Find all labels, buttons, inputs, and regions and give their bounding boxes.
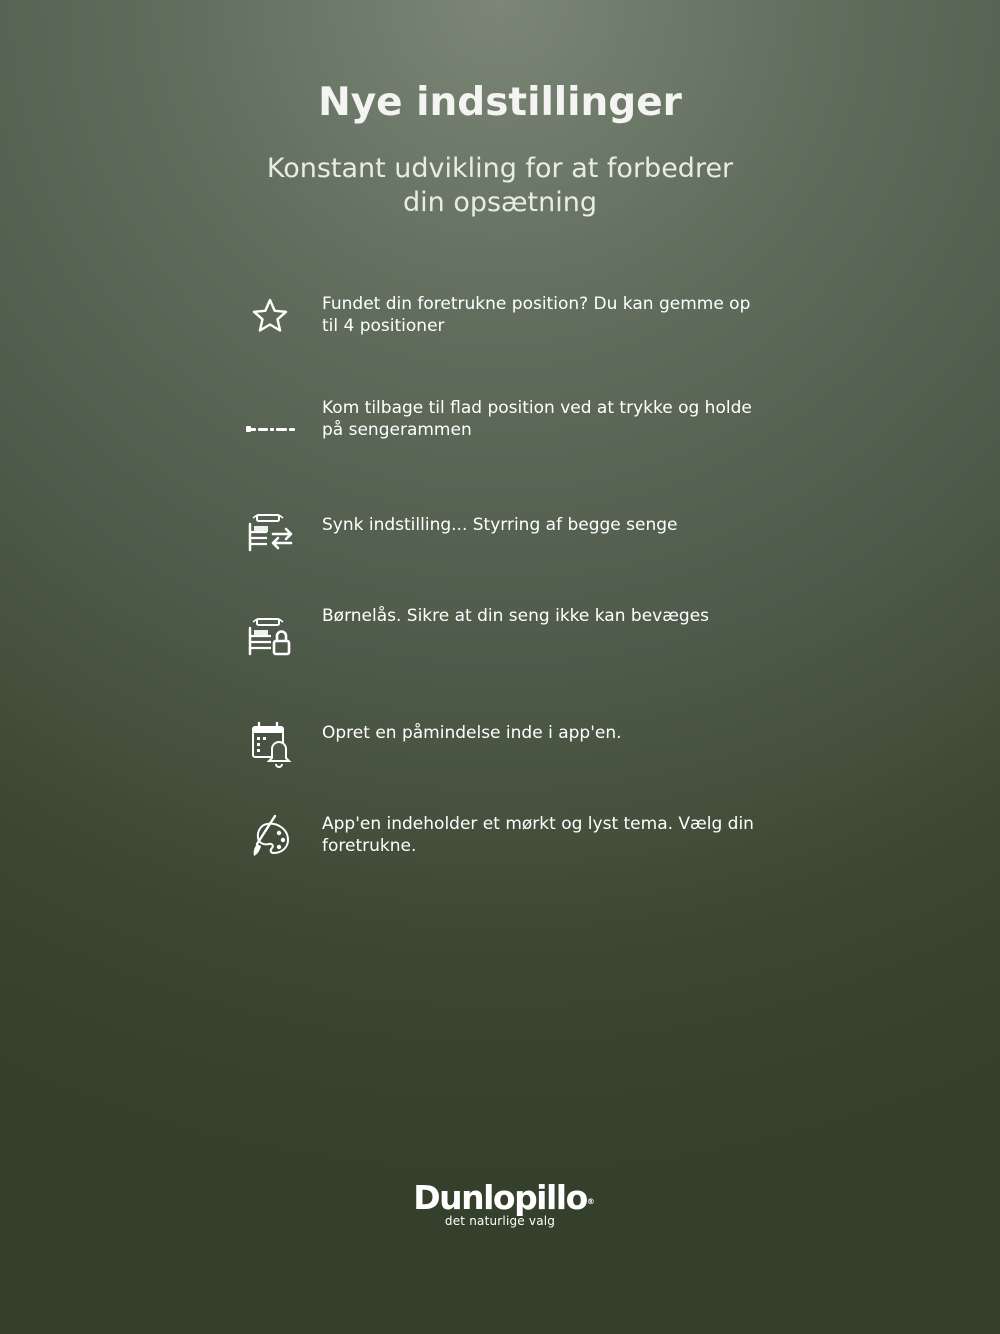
feature-text: Opret en påmindelse inde i app'en.	[322, 723, 622, 743]
brand-name: Dunlopillo	[413, 1178, 587, 1217]
flat-bed-icon	[245, 402, 297, 454]
feature-item-flat-position	[245, 386, 765, 490]
feature-item-child-lock	[245, 594, 765, 698]
bed-lock-icon	[245, 614, 297, 666]
registered-mark: ®	[586, 1197, 595, 1206]
palette-icon	[245, 812, 297, 864]
star-icon	[245, 292, 297, 344]
calendar-bell-icon	[245, 720, 297, 772]
feature-item-reminder	[245, 698, 765, 802]
feature-text: App'en indeholder et mørkt og lyst tema. Vælg din foretrukne.	[322, 814, 754, 856]
feature-text: Kom tilbage til flad position ved at trykke og holde på sengerammen	[322, 398, 752, 440]
bed-sync-icon	[245, 510, 297, 562]
page-title: Nye indstillinger	[318, 80, 682, 125]
feature-text: Børnelås. Sikre at din seng ikke kan bevæges	[322, 606, 710, 626]
feature-list	[245, 282, 765, 906]
page-subtitle: Konstant udvikling for at forbedrer din opsætning	[266, 153, 734, 218]
feature-item-sync	[245, 490, 765, 594]
brand-tagline: det naturlige valg	[444, 1214, 556, 1228]
brand-logo	[0, 1178, 1000, 1228]
feature-text: Fundet din foretrukne position? Du kan gemme op til 4 positioner	[322, 294, 751, 336]
feature-text: Synk indstilling... Styrring af begge senge	[322, 515, 678, 535]
brand-wordmark	[413, 1178, 595, 1218]
feature-item-favorite-positions	[245, 282, 765, 386]
feature-item-theme	[245, 802, 765, 906]
